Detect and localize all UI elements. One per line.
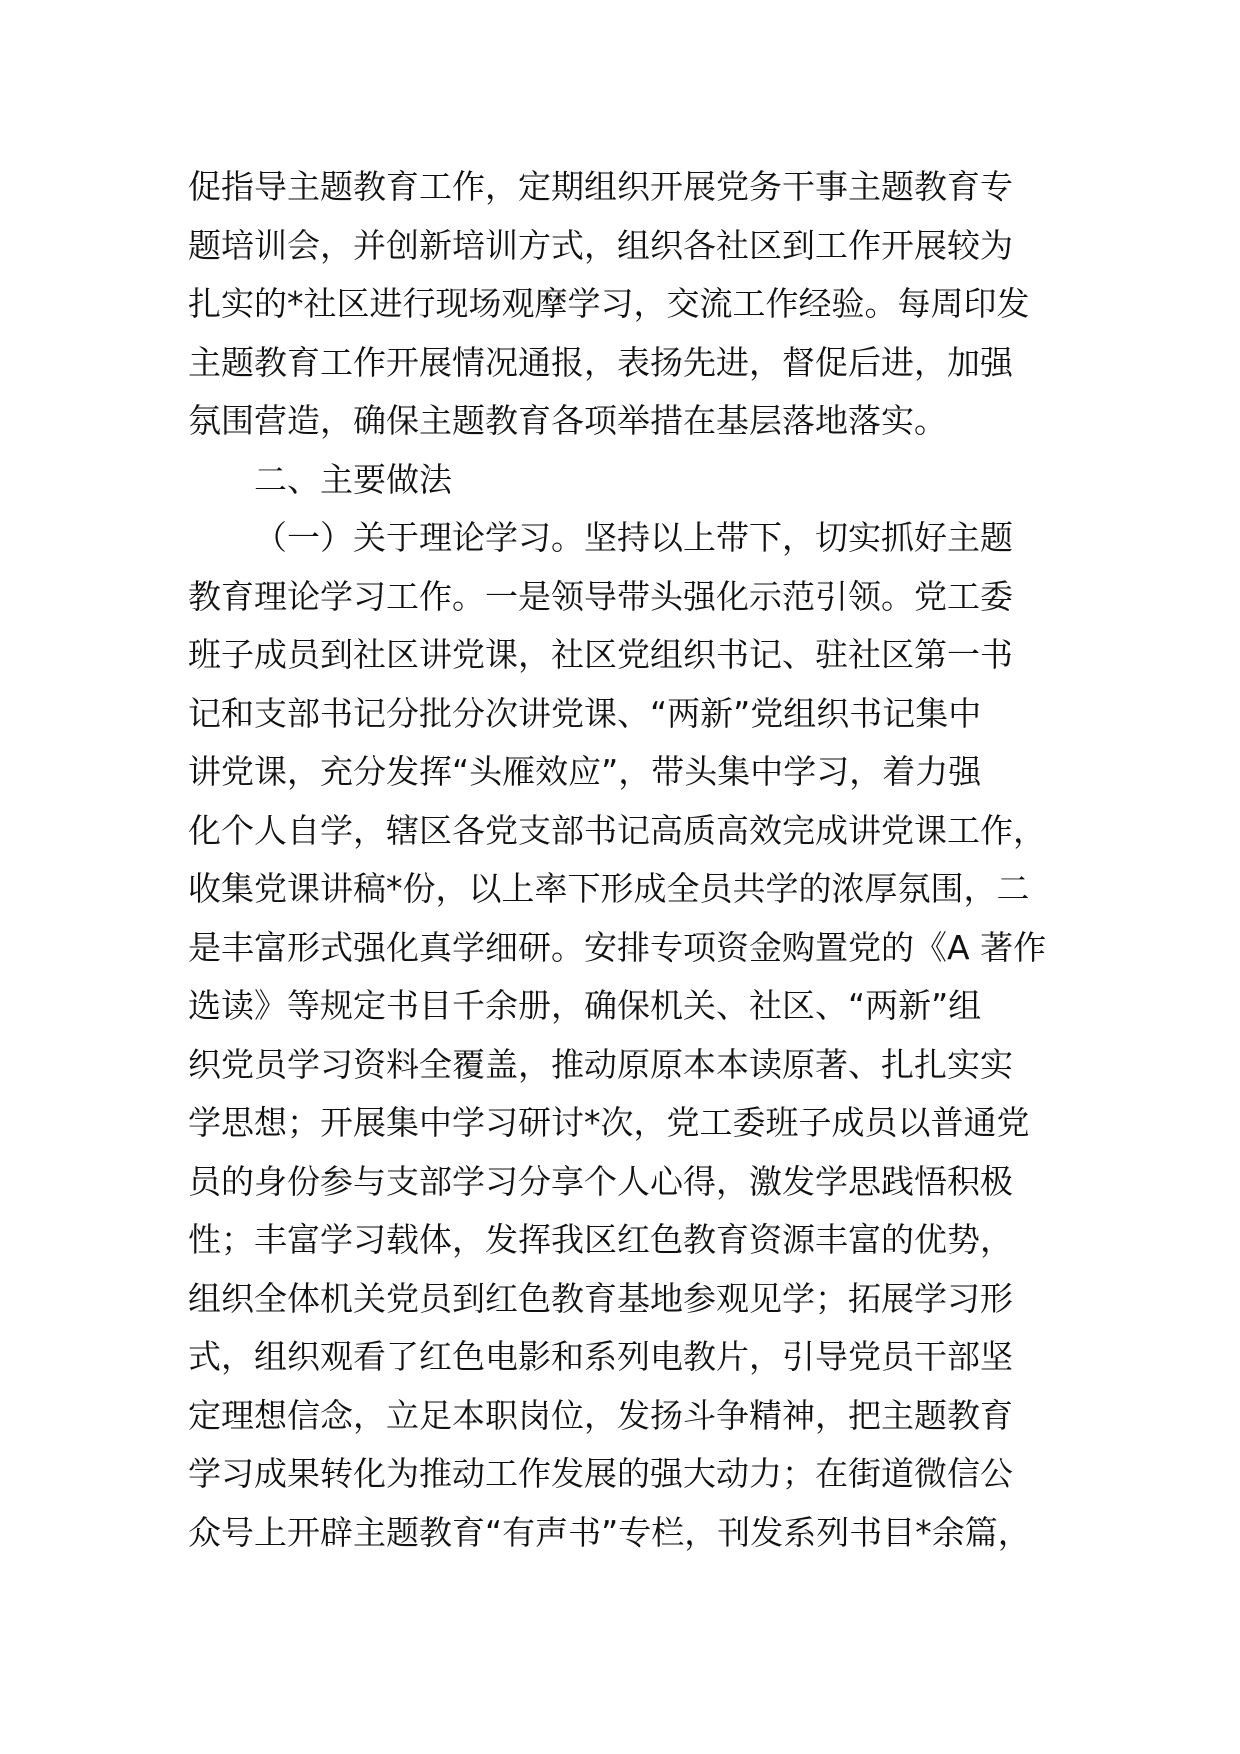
text-line: 学思想；开展集中学习研讨*次，党工委班子成员以普通党 (188, 1103, 1030, 1142)
text-line: 选读》等规定书目千余册，确保机关、社区、“两新”组 (188, 986, 982, 1025)
document-body (188, 158, 1068, 1562)
text-line: 学习成果转化为推动工作发展的强大动力；在街道微信公 (188, 1454, 1013, 1493)
text-line: 记和支部书记分批分次讲党课、“两新”党组织书记集中 (188, 693, 982, 733)
text-line: 氛围营造，确保主题教育各项举措在基层落地落实。 (188, 401, 947, 440)
text-line: 员的身份参与支部学习分享个人心得，激发学思践悟积极 (188, 1161, 1013, 1201)
text-line: 扎实的*社区进行现场观摩学习，交流工作经验。每周印发 (188, 284, 1030, 323)
text-line: 是丰富形式强化真学细研。安排专项资金购置党的《A 著作 (188, 927, 1047, 967)
paragraph-start-line: 二、主要做法 (254, 459, 452, 499)
text-line: 班子成员到社区讲党课，社区党组织书记、驻社区第一书 (188, 635, 1013, 674)
text-line: 组织全体机关党员到红色教育基地参观见学；拓展学习形 (188, 1278, 1013, 1318)
text-line: 众号上开辟主题教育“有声书”专栏，刊发系列书目*余篇， (188, 1512, 1031, 1552)
text-line: 式，组织观看了红色电影和系列电教片，引导党员干部坚 (188, 1337, 1013, 1376)
text-line: 主题教育工作开展情况通报，表扬先进，督促后进，加强 (188, 342, 1013, 382)
text-line: 化个人自学，辖区各党支部书记高质高效完成讲党课工作， (188, 810, 1046, 850)
text-line: 定理想信念，立足本职岗位，发扬斗争精神，把主题教育 (188, 1395, 1013, 1435)
text-line: 讲党课，充分发挥“头雁效应”，带头集中学习，着力强 (188, 752, 982, 791)
text-line: 教育理论学习工作。一是领导带头强化示范引领。党工委 (188, 576, 1013, 616)
paragraph-start-line: （一）关于理论学习。坚持以上带下，切实抓好主题 (254, 518, 1013, 557)
text-line: 收集党课讲稿*份，以上率下形成全员共学的浓厚氛围，二 (188, 869, 1030, 908)
text-line: 织党员学习资料全覆盖，推动原原本本读原著、扎扎实实 (188, 1044, 1013, 1084)
text-line: 促指导主题教育工作，定期组织开展党务干事主题教育专 (188, 167, 1013, 206)
text-line: 题培训会，并创新培训方式，组织各社区到工作开展较为 (188, 225, 1013, 265)
text-line: 性；丰富学习载体，发挥我区红色教育资源丰富的优势， (188, 1220, 1013, 1259)
